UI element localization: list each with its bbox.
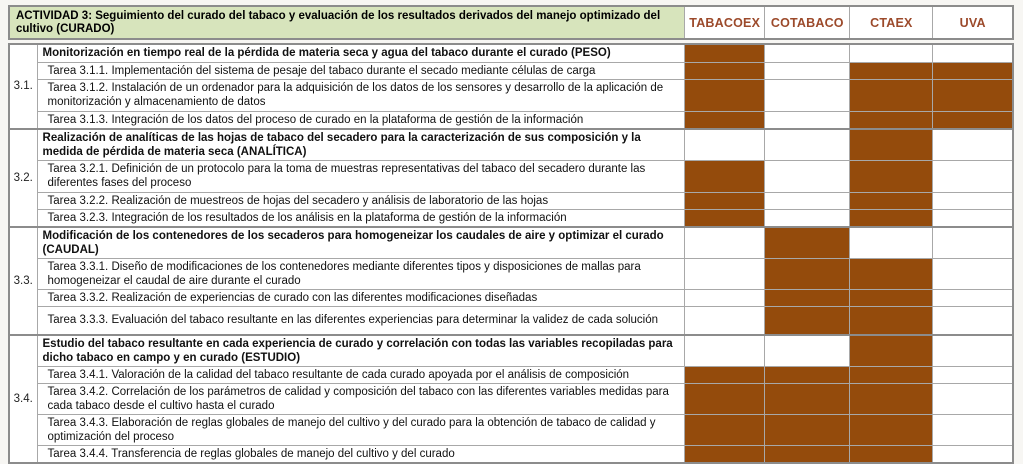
task-text: Tarea 3.4.3. Elaboración de reglas globales de manejo del cultivo y del curado para la obtención de tabaco de calidad y optimización del proceso xyxy=(37,415,685,446)
cell-uva xyxy=(933,111,1013,129)
cell-tabacoex xyxy=(685,258,765,289)
cell-cotabaco xyxy=(765,129,850,161)
cell-cotabaco xyxy=(765,446,850,464)
cell-tabacoex xyxy=(685,446,765,464)
cell-cotabaco xyxy=(765,192,850,209)
cell-ctaex xyxy=(850,160,933,192)
cell-ctaex xyxy=(850,289,933,306)
cell-ctaex xyxy=(850,192,933,209)
cell-tabacoex xyxy=(685,415,765,446)
cell-cotabaco xyxy=(765,227,850,259)
cell-uva xyxy=(933,258,1013,289)
cell-tabacoex xyxy=(685,129,765,161)
cell-cotabaco xyxy=(765,415,850,446)
cell-tabacoex xyxy=(685,227,765,259)
section-number: 3.2. xyxy=(9,129,37,227)
cell-cotabaco xyxy=(765,209,850,227)
cell-cotabaco xyxy=(765,289,850,306)
subsection-title: Monitorización en tiempo real de la pérdida de materia seca y agua del tabaco durante el curado (PESO) xyxy=(37,44,685,62)
activity-title-cell xyxy=(9,6,685,39)
cell-ctaex xyxy=(850,129,933,161)
cell-ctaex xyxy=(850,306,933,335)
cell-ctaex xyxy=(850,384,933,415)
column-header-tabacoex: TABACOEX xyxy=(685,6,765,39)
subsection-title: Modificación de los contenedores de los secaderos para homogeneizar los caudales de aire y optimizar el curado (CAUDAL) xyxy=(37,227,685,259)
subsection-title: Estudio del tabaco resultante en cada experiencia de curado y correlación con todas las variables recopiladas para dicho tabaco en campo y en curado (ESTUDIO) xyxy=(37,335,685,367)
cell-uva xyxy=(933,192,1013,209)
cell-cotabaco xyxy=(765,160,850,192)
section-number: 3.4. xyxy=(9,335,37,463)
task-text: Tarea 3.2.3. Integración de los resultados de los análisis en la plataforma de gestión de la información xyxy=(37,209,685,227)
cell-ctaex xyxy=(850,367,933,384)
cell-ctaex xyxy=(850,227,933,259)
cell-ctaex xyxy=(850,335,933,367)
cell-tabacoex xyxy=(685,209,765,227)
section-number: 3.1. xyxy=(9,44,37,129)
cell-cotabaco xyxy=(765,258,850,289)
subsection-title: Realización de analíticas de las hojas de tabaco del secadero para la caracterización de sus composición y la medida de pérdida de materia seca (ANALÍTICA) xyxy=(37,129,685,161)
cell-cotabaco xyxy=(765,306,850,335)
cell-cotabaco xyxy=(765,384,850,415)
cell-ctaex xyxy=(850,79,933,111)
column-header-uva: UVA xyxy=(933,6,1013,39)
cell-ctaex xyxy=(850,62,933,79)
cell-tabacoex xyxy=(685,367,765,384)
cell-uva xyxy=(933,415,1013,446)
cell-cotabaco xyxy=(765,111,850,129)
task-text: Tarea 3.1.2. Instalación de un ordenador para la adquisición de los datos de los sensores y desarrollo de la aplicación de monitorización y almacenamiento de datos xyxy=(37,79,685,111)
section-number: 3.3. xyxy=(9,227,37,336)
tasks-table xyxy=(8,43,1014,464)
cell-tabacoex xyxy=(685,79,765,111)
cell-cotabaco xyxy=(765,367,850,384)
cell-tabacoex xyxy=(685,335,765,367)
cell-ctaex xyxy=(850,446,933,464)
task-text: Tarea 3.3.1. Diseño de modificaciones de los contenedores mediante diferentes tipos y disposiciones de mallas para homogeneizar el caudal de aire durante el curado xyxy=(37,258,685,289)
cell-ctaex xyxy=(850,258,933,289)
cell-tabacoex xyxy=(685,306,765,335)
activity-label: ACTIVIDAD 3: xyxy=(16,9,93,22)
cell-uva xyxy=(933,44,1013,62)
activity-title: Seguimiento del curado del tabaco y evaluación de los resultados derivados del manejo optimizado del cultivo (CURADO) xyxy=(16,9,661,35)
cell-cotabaco xyxy=(765,62,850,79)
cell-tabacoex xyxy=(685,62,765,79)
cell-tabacoex xyxy=(685,111,765,129)
task-text: Tarea 3.3.3. Evaluación del tabaco resultante en las diferentes experiencias para determinar la validez de cada solución xyxy=(37,306,685,335)
cell-tabacoex xyxy=(685,289,765,306)
cell-uva xyxy=(933,384,1013,415)
cell-tabacoex xyxy=(685,192,765,209)
task-text: Tarea 3.4.1. Valoración de la calidad del tabaco resultante de cada curado apoyada por el análisis de composición xyxy=(37,367,685,384)
task-text: Tarea 3.1.3. Integración de los datos del proceso de curado en la plataforma de gestión de la información xyxy=(37,111,685,129)
task-text: Tarea 3.4.2. Correlación de los parámetros de calidad y composición del tabaco con las diferentes variables medidas para cada tabaco desde el cultivo hasta el curado xyxy=(37,384,685,415)
cell-ctaex xyxy=(850,44,933,62)
cell-cotabaco xyxy=(765,79,850,111)
task-text: Tarea 3.1.1. Implementación del sistema de pesaje del tabaco durante el secado mediante células de carga xyxy=(37,62,685,79)
task-text: Tarea 3.4.4. Transferencia de reglas globales de manejo del cultivo y del curado xyxy=(37,446,685,464)
cell-uva xyxy=(933,367,1013,384)
cell-uva xyxy=(933,62,1013,79)
cell-cotabaco xyxy=(765,44,850,62)
task-text: Tarea 3.2.2. Realización de muestreos de hojas del secadero y análisis de laboratorio de las hojas xyxy=(37,192,685,209)
cell-ctaex xyxy=(850,209,933,227)
cell-uva xyxy=(933,335,1013,367)
cell-uva xyxy=(933,79,1013,111)
cell-ctaex xyxy=(850,415,933,446)
task-text: Tarea 3.2.1. Definición de un protocolo para la toma de muestras representativas del tabaco del secadero durante las diferentes fases del proceso xyxy=(37,160,685,192)
cell-cotabaco xyxy=(765,335,850,367)
cell-uva xyxy=(933,289,1013,306)
cell-uva xyxy=(933,227,1013,259)
task-text: Tarea 3.3.2. Realización de experiencias de curado con las diferentes modificaciones diseñadas xyxy=(37,289,685,306)
cell-ctaex xyxy=(850,111,933,129)
column-header-ctaex: CTAEX xyxy=(850,6,933,39)
cell-tabacoex xyxy=(685,44,765,62)
column-header-cotabaco: COTABACO xyxy=(765,6,850,39)
cell-uva xyxy=(933,446,1013,464)
cell-uva xyxy=(933,209,1013,227)
activity-header-table xyxy=(8,5,1014,40)
cell-uva xyxy=(933,129,1013,161)
cell-tabacoex xyxy=(685,160,765,192)
cell-tabacoex xyxy=(685,384,765,415)
cell-uva xyxy=(933,306,1013,335)
cell-uva xyxy=(933,160,1013,192)
